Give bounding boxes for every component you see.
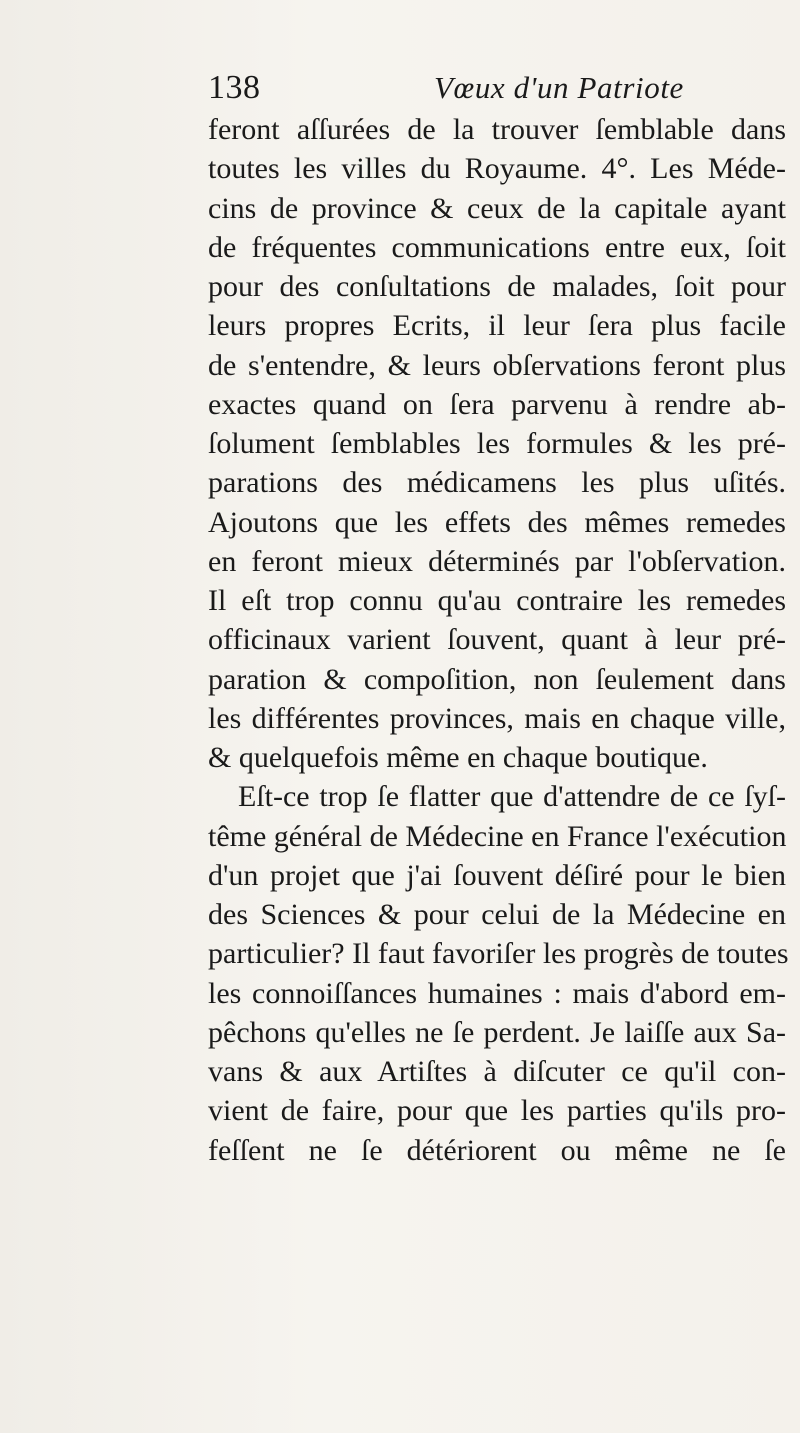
text-line: les connoiſſances humaines : mais d'abord em-: [208, 976, 786, 1010]
text-line: officinaux varient ſouvent, quant à leur pré-: [208, 623, 786, 657]
text-line: feſſent ne ſe détériorent ou même ne ſe: [208, 1133, 786, 1167]
text-line: vans & aux Artiſtes à diſcuter ce qu'il con-: [208, 1055, 786, 1088]
text-line: Ajoutons que les effets des mêmes remedes: [208, 505, 786, 539]
text-line: leurs propres Ecrits, il leur ſera plus facile: [208, 309, 786, 343]
text-line: des Sciences & pour celui de la Médecine en: [208, 898, 786, 931]
text-line: Eſt-ce trop ſe flatter que d'attendre de ce ſyſ-: [238, 780, 786, 814]
text-line: ſolument ſemblables les formules & les pré-: [208, 427, 786, 460]
text-line: toutes les villes du Royaume. 4°. Les Méde-: [208, 152, 786, 186]
page-number: 138: [208, 69, 261, 106]
text-line: feront aſſurées de la trouver ſemblable dans: [208, 113, 786, 146]
text-line: exactes quand on ſera parvenu à rendre ab-: [208, 387, 786, 421]
text-line: & quelquefois même en chaque boutique.: [208, 741, 708, 774]
text-line: Il eſt trop connu qu'au contraire les remedes: [208, 584, 786, 617]
text-line: les différentes provinces, mais en chaque ville,: [208, 701, 786, 735]
text-line: en feront mieux déterminés par l'obſervation.: [208, 544, 786, 578]
running-title: Vœux d'un Patriote: [434, 70, 684, 105]
text-line: paration & compoſition, non ſeulement dans: [208, 662, 786, 696]
text-line: parations des médicamens les plus uſités.: [208, 466, 786, 500]
text-line: d'un projet que j'ai ſouvent déſiré pour le bien: [208, 858, 786, 892]
text-line: vient de faire, pour que les parties qu'ils pro-: [208, 1094, 786, 1128]
text-line: tême général de Médecine en France l'exécution: [208, 819, 787, 853]
text-line: de fréquentes communications entre eux, ſoit: [208, 230, 786, 264]
body-text: [208, 110, 789, 1170]
text-line: particulier? Il faut favoriſer les progrès de toutes: [208, 937, 789, 971]
text-line: de s'entendre, & leurs obſervations feront plus: [208, 348, 786, 382]
page-header: [208, 68, 760, 108]
text-line: cins de province & ceux de la capitale ayant: [208, 191, 786, 225]
text-line: pour des conſultations de malades, ſoit pour: [208, 270, 786, 303]
text-line: pêchons qu'elles ne ſe perdent. Je laiſſe aux Sa-: [208, 1015, 786, 1049]
